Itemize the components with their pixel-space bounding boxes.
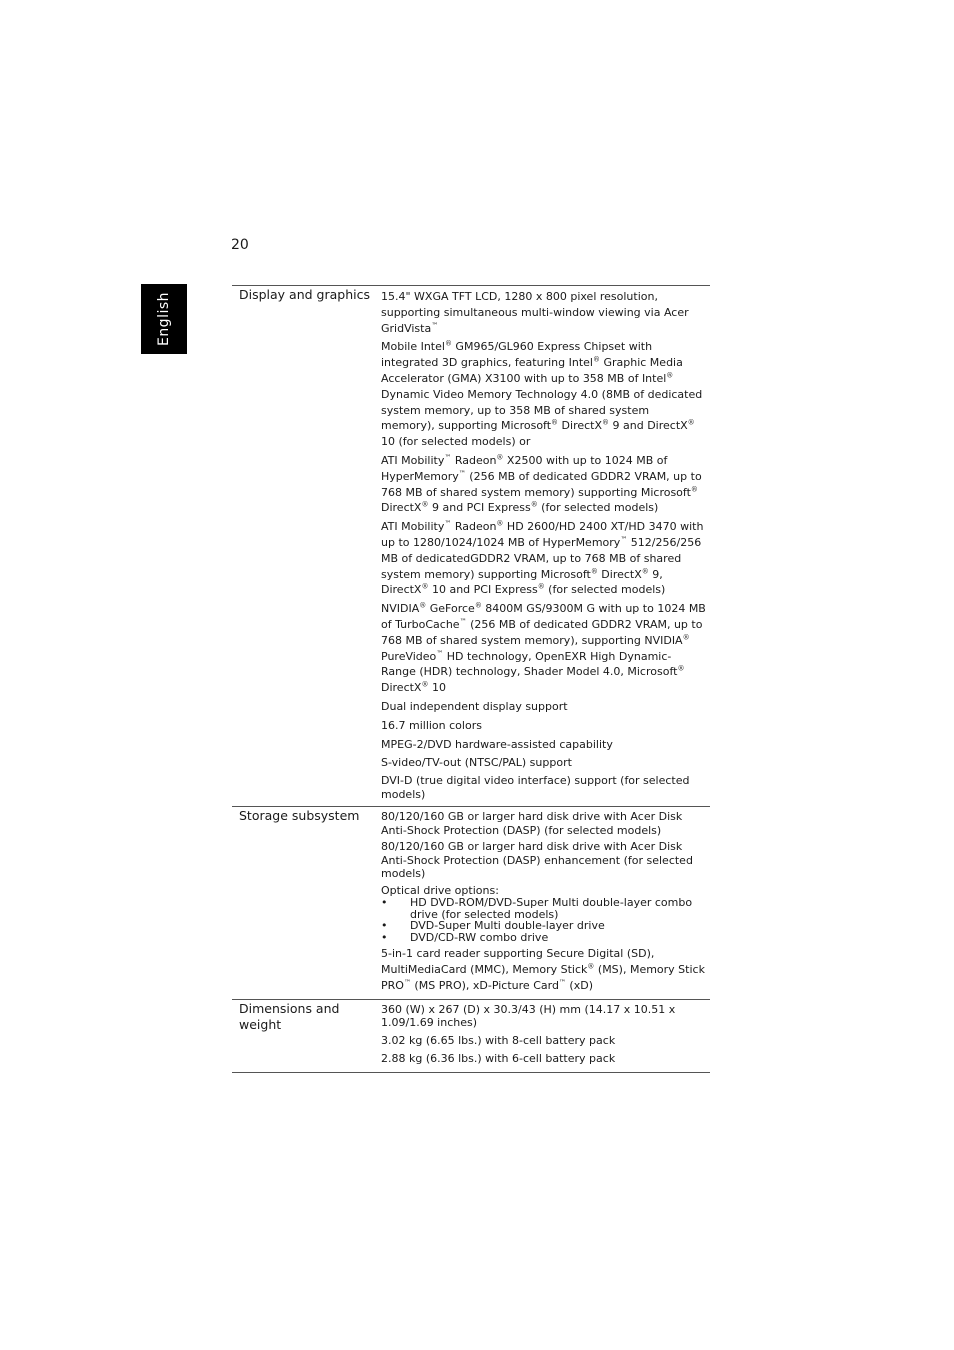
spec-row-dimensions xyxy=(232,999,710,1073)
list-item: • DVD/CD-RW combo drive xyxy=(381,932,706,944)
spec-item: 360 (W) x 267 (D) x 30.3/43 (H) mm (14.17 x 10.51 x 1.09/1.69 inches) xyxy=(381,1002,676,1029)
spec-item: 15.4" WXGA TFT LCD, 1280 x 800 pixel resolution, supporting simultaneous multi-window viewing via Acer GridVista™ xyxy=(381,290,689,335)
spec-item: DVI-D (true digital video interface) support (for selected models) xyxy=(381,774,690,801)
list-item: • HD DVD-ROM/DVD-Super Multi double-layer combo drive (for selected models) xyxy=(381,897,706,920)
spec-item: 80/120/160 GB or larger hard disk drive with Acer Disk Anti-Shock Protection (DASP) enhancement (for selected models) xyxy=(381,840,693,881)
spec-item: Mobile Intel® GM965/GL960 Express Chipset with integrated 3D graphics, featuring Intel® Graphic Media Accelerator (GMA) X3100 with up to 358 MB of Intel® Dynamic Video Memory Technology 4.0 (8MB of dedicated system memory, up to 358 MB of shared system memory), supporting Microsoft® DirectX® 9 and DirectX® 10 (for selected models) or xyxy=(381,339,703,449)
page-number: 20 xyxy=(231,237,249,253)
spec-label: Dimensions and weight xyxy=(239,1000,340,1032)
spec-item: ATI Mobility™ Radeon® X2500 with up to 1024 MB of HyperMemory™ (256 MB of dedicated GDDR2 VRAM, up to 768 MB of shared system memory) supporting Microsoft® DirectX® 9 and PCI Express® (for selected models) xyxy=(381,453,702,515)
spec-item: Dual independent display support xyxy=(381,699,568,713)
spec-item: MPEG-2/DVD hardware-assisted capability xyxy=(381,737,613,751)
optical-drive-list xyxy=(381,897,706,943)
spec-item: S-video/TV-out (NTSC/PAL) support xyxy=(381,756,572,770)
spec-item: 2.88 kg (6.36 lbs.) with 6-cell battery pack xyxy=(381,1052,616,1066)
spec-row-storage xyxy=(232,806,710,998)
optical-drive-title: Optical drive options: xyxy=(381,883,499,897)
list-item: • DVD-Super Multi double-layer drive xyxy=(381,920,706,932)
language-tab-label: English xyxy=(156,291,172,347)
spec-values xyxy=(381,1000,710,1073)
spec-item: 16.7 million colors xyxy=(381,718,482,732)
spec-label: Storage subsystem xyxy=(239,808,360,824)
spec-row-display xyxy=(232,286,710,806)
spec-table xyxy=(232,285,710,1073)
spec-values xyxy=(381,286,710,806)
spec-item: 5-in-1 card reader supporting Secure Digital (SD), MultiMediaCard (MMC), Memory Stick® (MS), Memory Stick PRO™ (MS PRO), xD-Picture Card™ (xD) xyxy=(381,947,705,992)
language-tab xyxy=(141,284,187,354)
spec-item: ATI Mobility™ Radeon® HD 2600/HD 2400 XT/HD 3470 with up to 1280/1024/1024 MB of HyperMemory™ 512/256/256 MB of dedicatedGDDR2 VRAM, up to 768 MB of shared system memory) supporting Microsoft® DirectX® 9, DirectX® 10 and PCI Express® (for selected models) xyxy=(381,519,704,597)
spec-item: 80/120/160 GB or larger hard disk drive with Acer Disk Anti-Shock Protection (DASP) (for selected models) xyxy=(381,810,683,837)
spec-item: NVIDIA® GeForce® 8400M GS/9300M G with up to 1024 MB of TurboCache™ (256 MB of dedicated GDDR2 VRAM, up to 768 MB of shared system memory), supporting NVIDIA® PureVideo™ HD technology, OpenEXR High Dynamic-Range (HDR) technology, Shader Model 4.0, Microsoft® DirectX® 10 xyxy=(381,601,706,695)
spec-label: Display and graphics xyxy=(239,287,370,302)
spec-values xyxy=(381,807,710,998)
spec-item: 3.02 kg (6.65 lbs.) with 8-cell battery pack xyxy=(381,1033,616,1047)
